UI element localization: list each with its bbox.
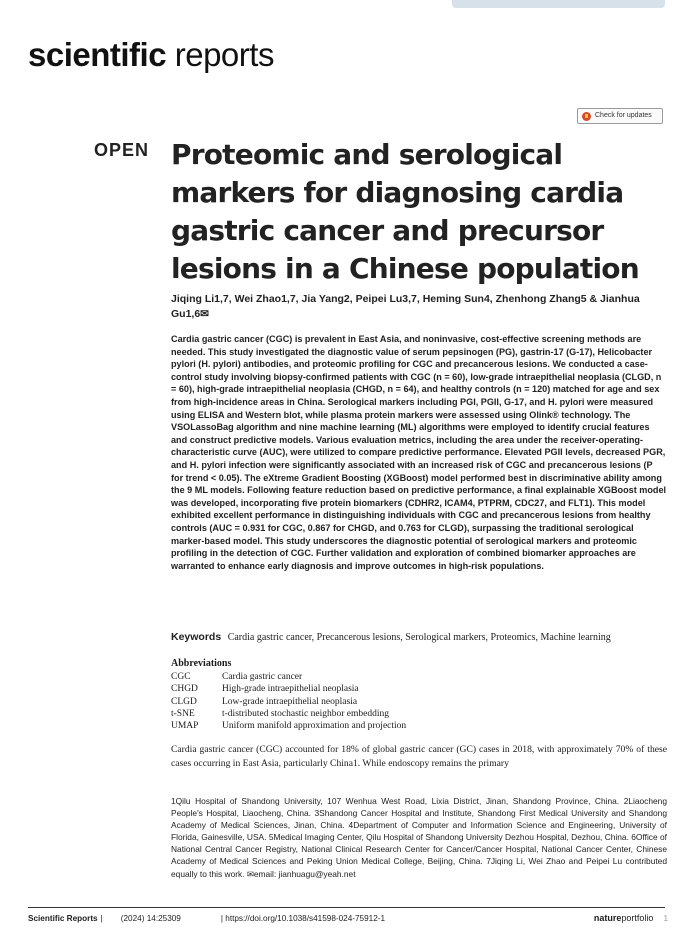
abbreviation-term: UMAP (171, 721, 199, 732)
abbreviation-row (171, 683, 591, 695)
footer-citation: (2024) 14:25309 (120, 913, 181, 923)
introduction-paragraph: Cardia gastric cancer (CGC) accounted for 18% of global gastric cancer (GC) cases in 2018, with approximately 70% of these cases occurring in East Asia, particularly China1. While endoscopy remains the primary (171, 744, 667, 769)
publisher-nature: nature (593, 913, 622, 923)
crossmark-icon (582, 112, 591, 121)
abbreviation-term: CGC (171, 672, 191, 682)
footer-divider (28, 907, 665, 908)
abbreviation-row (171, 671, 591, 683)
abbreviation-definition: t-distributed stochastic neighbor embedding (222, 708, 390, 719)
abbreviation-row (171, 720, 591, 732)
top-banner-strip (452, 0, 665, 8)
abbreviations-list (171, 671, 591, 732)
open-access-label: OPEN (94, 140, 150, 160)
publisher-portfolio: portfolio (621, 913, 654, 923)
abbreviation-term: CLGD (171, 696, 197, 707)
abbreviation-definition: Cardia gastric cancer (222, 672, 303, 682)
abbreviation-definition: High-grade intraepithelial neoplasia (222, 684, 359, 695)
check-for-updates-button[interactable] (577, 108, 663, 124)
check-for-updates-label: Check for updates (595, 112, 652, 119)
abbreviation-row (171, 696, 591, 708)
footer-separator: | (100, 913, 103, 923)
article-title: Proteomic and serological markers for diagnosing cardia gastric cancer and precursor lesions in a Chinese population (171, 138, 639, 285)
footer-journal-name: Scientific Reports (28, 913, 98, 923)
logo-word-scientific: scientific (28, 36, 167, 73)
page-number: 1 (663, 913, 668, 923)
abbreviation-row (171, 708, 591, 720)
author-list: Jiqing Li1,7, Wei Zhao1,7, Jia Yang2, Peipei Lu3,7, Heming Sun4, Zhenhong Zhang5 & Jianhua Gu1,6✉ (171, 293, 640, 320)
keywords (171, 631, 671, 644)
page-footer (28, 913, 668, 923)
logo-word-reports: reports (174, 36, 274, 73)
keywords-text: Cardia gastric cancer, Precancerous lesions, Serological markers, Proteomics, Machine learning (227, 632, 611, 643)
abbreviations-heading: Abbreviations (171, 658, 232, 669)
abstract: Cardia gastric cancer (CGC) is prevalent in East Asia, and noninvasive, cost-effective screening methods are needed. This study investigated the diagnostic value of serum pepsinogen (PG), gastrin-17 (G-17), Helicobacter pylori (H. pylori) antibodies, and proteomic profiling for CGC and precancerous lesions. We conducted a case-control study involving biopsy-confirmed patients with CGC (n = 60), low-grade intraepithelial neoplasia (CLGD, n = 60), high-grade intraepithelial neoplasia (CHGD, n = 64), and healthy controls (n = 120) matched for age and sex from high-incidence areas in China. Serological markers including PGI, PGII, G-17, and H. pylori were measured using ELISA and Western blot, while plasma protein markers were assessed using Olink® technology. The VSOLassoBag algorithm and nine machine learning (ML) algorithms were employed to identify crucial features and construct predictive models. Various evaluation metrics, including the area under the receiver-operating-characteristic curve (AUC), were utilized to compare predictive performance. Elevated PGII levels, decreased PGR, and H. pylori infection were significantly associated with an increased risk of CGC and precancerous lesions (P for trend < 0.05). The eXtreme Gradient Boosting (XGBoost) model performed best in discriminative ability among the 9 ML models. Following feature reduction based on predictive performance, a final explainable XGBoost model was developed, incorporating five protein biomarkers (CDHR2, ICAM4, PTPRM, CDC27, and FLT1). This model exhibited excellent performance in distinguishing individuals with CGC and precancerous lesions from healthy controls (AUC = 0.931 for CGC, 0.867 for CHGD, and 0.763 for CLGD), surpassing the traditional serological marker-based model. This study underscores the diagnostic potential of serological markers and proteomic profiling in the detection of CGC. Further validation and exploration of combined biomarker approaches are warranted to enhance early diagnosis and improve outcomes in high-risk populations. (171, 334, 667, 571)
abbreviation-term: t-SNE (171, 708, 195, 719)
abbreviation-term: CHGD (171, 684, 198, 695)
abbreviation-definition: Uniform manifold approximation and projection (222, 721, 407, 732)
keywords-label: Keywords (171, 631, 222, 643)
affiliations: 1Qilu Hospital of Shandong University, 107 Wenhua West Road, Lixia District, Jinan, Shandong Province, China. 2Liaocheng People's Hospital, Liaocheng, China. 3Shandong Cancer Hospital and Institute, Shandong First Medical University and Shandong Academy of Medical Sciences, Jinan, China. 4Department of Computer and Information Science and Engineering, University of Florida, Gainesville, USA. 5Medical Imaging Center, Qilu Hospital of Shandong University Dezhou Hospital, Dezhou, China. 6Office of National Central Cancer Registry, National Clinical Research Center for Cancer/Cancer Hospital, National Cancer Center, Chinese Academy of Medical Sciences and Peking Union Medical College, Beijing, China. 7Jiqing Li, Wei Zhao and Peipei Lu contributed equally to this work. ✉email: jianhuagu@yeah.net (171, 796, 667, 879)
journal-logo (28, 36, 274, 74)
publisher-logo (594, 913, 654, 923)
abbreviation-definition: Low-grade intraepithelial neoplasia (222, 696, 358, 707)
doi-link[interactable]: | https://doi.org/10.1038/s41598-024-75912-1 (220, 913, 386, 923)
